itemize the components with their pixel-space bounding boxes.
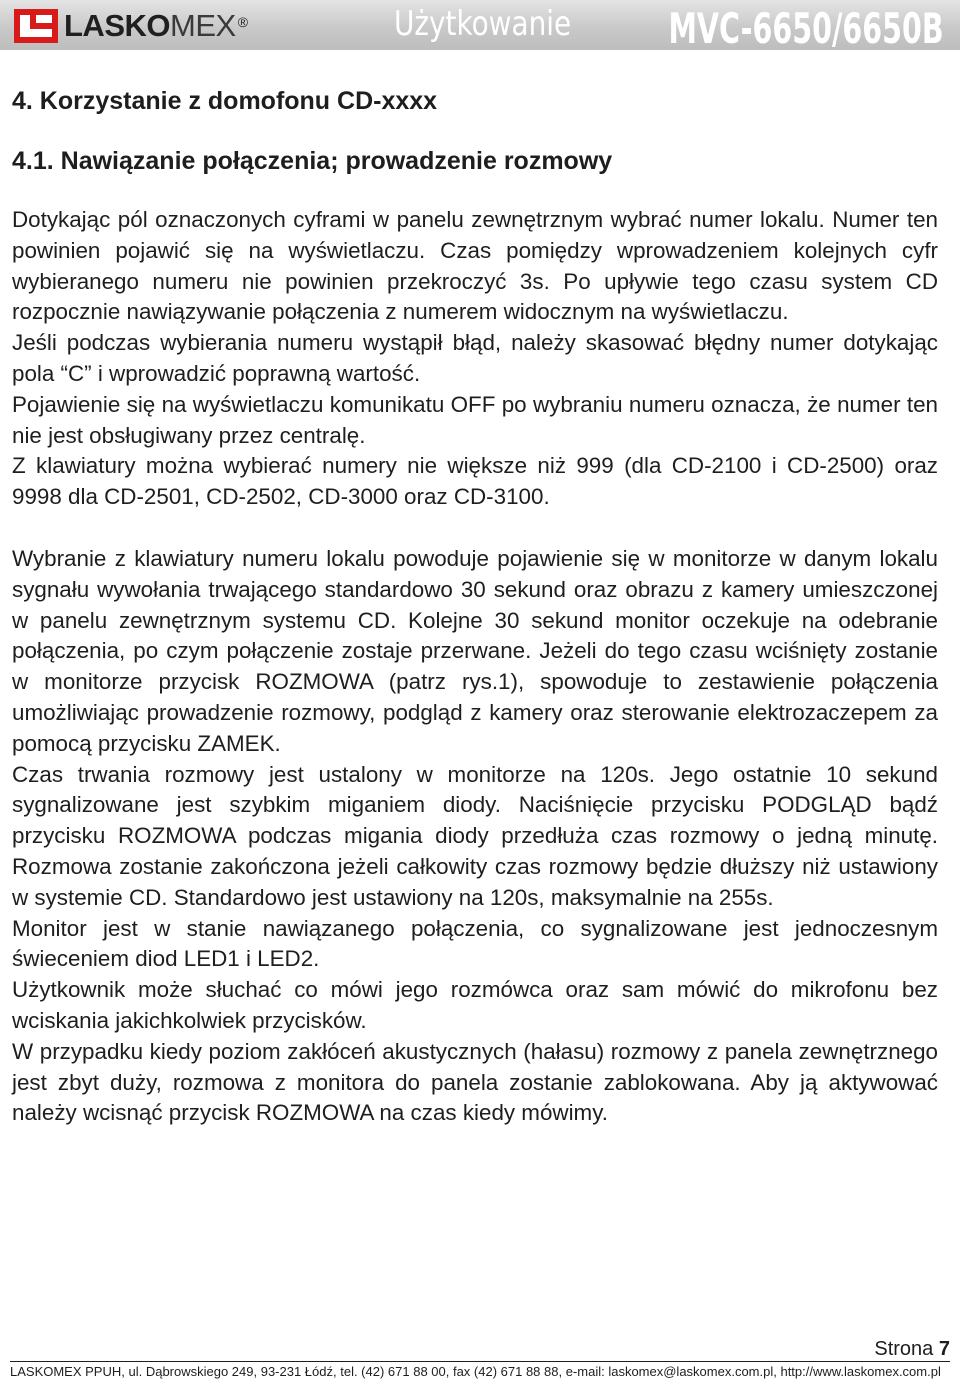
logo-text-bold: LASKO bbox=[64, 8, 170, 43]
paragraph: W przypadku kiedy poziom zakłóceń akustycznych (hałasu) rozmowy z panela zewnętrznego jest zbyt duży, rozmowa z monitora do panela zostanie zablokowana. Aby ją aktywować należy wcisnąć przycisk ROZMOWA na czas kiedy mówimy. bbox=[12, 1038, 938, 1126]
footer-divider bbox=[10, 1361, 950, 1362]
company-logo bbox=[14, 9, 248, 43]
section-title: 4.1. Nawiązanie połączenia; prowadzenie rozmowy bbox=[12, 147, 613, 175]
page-number-value: 7 bbox=[938, 1338, 950, 1360]
paragraph: Z klawiatury można wybierać numery nie większe niż 999 (dla CD-2100 i CD-2500) oraz 9998 dla CD-2501, CD-2502, CD-3000 oraz CD-3100. bbox=[12, 453, 938, 510]
paragraph: Monitor jest w stanie nawiązanego połączenia, co sygnalizowane jest jednoczesnym świeceniem diod LED1 i LED2. bbox=[12, 915, 938, 972]
logo-text-light: MEX bbox=[170, 8, 236, 43]
page-number bbox=[874, 1338, 950, 1361]
page-label: Strona bbox=[874, 1338, 934, 1360]
page-header bbox=[0, 0, 960, 53]
paragraph: Czas trwania rozmowy jest ustalony w monitorze na 120s. Jego ostatnie 10 sekund sygnalizowane jest szybkim miganiem diody. Naciśnięcie przycisku PODGLĄD bądź przycisku ROZMOWA podczas migania diody przedłuża czas rozmowy o jedną minutę. Rozmowa zostanie zakończona jeżeli całkowity czas rozmowy będzie dłuższy niż ustawiony w systemie CD. Standardowo jest ustawiony na 120s, maksymalnie na 255s. bbox=[12, 761, 938, 910]
body-text bbox=[12, 205, 938, 1129]
footer-contact: LASKOMEX PPUH, ul. Dąbrowskiego 249, 93-231 Łódź, tel. (42) 671 88 00, fax (42) 671 88 88, e-mail: laskomex@laskomex.com.pl, http://www.laskomex.com.pl bbox=[10, 1364, 941, 1379]
logo-wordmark bbox=[64, 9, 248, 43]
laskomex-logo-icon bbox=[14, 9, 58, 43]
paragraph: Użytkownik może słuchać co mówi jego rozmówca oraz sam mówić do mikrofonu bez wciskania jakichkolwiek przycisków. bbox=[12, 977, 938, 1033]
paragraph: Jeśli podczas wybierania numeru wystąpił błąd, należy skasować błędny numer dotykając pola “C” i wprowadzić poprawną wartość. bbox=[12, 330, 938, 386]
page-title: 4. Korzystanie z domofonu CD-xxxx bbox=[12, 87, 438, 115]
registered-mark: ® bbox=[237, 14, 248, 30]
paragraph: Wybranie z klawiatury numeru lokalu powoduje pojawienie się w monitorze w danym lokalu sygnału wywołania trwającego standardowo 30 sekund oraz obrazu z kamery umieszczonej w panelu zewnętrznym systemu CD. Kolejne 30 sekund monitor oczekuje na odebranie połączenia, po czym połączenie zostaje przerwane. Jeżeli do tego czasu wciśnięty zostanie w monitorze przycisk ROZMOWA (patrz rys.1), spowoduje to zestawienie połączenia umożliwiając prowadzenie rozmowy, podgląd z kamery oraz sterowanie elektrozaczepem za pomocą przycisku ZAMEK. bbox=[12, 545, 938, 756]
paragraph: Pojawienie się na wyświetlaczu komunikatu OFF po wybraniu numeru oznacza, że numer ten nie jest obsługiwany przez centralę. bbox=[12, 391, 938, 448]
paragraph-spacer bbox=[12, 513, 938, 544]
header-model-name: MVC-6650/6650B bbox=[668, 4, 944, 53]
paragraph: Dotykając pól oznaczonych cyframi w panelu zewnętrznym wybrać numer lokalu. Numer ten powinien pojawić się na wyświetlaczu. Czas pomiędzy wprowadzeniem kolejnych cyfr wybieranego numeru nie powinien przekroczyć 3s. Po upływie tego czasu system CD rozpocznie nawiązywanie połączenia z numerem widocznym na wyświetlaczu. bbox=[12, 207, 938, 325]
header-section-title: Użytkowanie bbox=[394, 4, 572, 44]
